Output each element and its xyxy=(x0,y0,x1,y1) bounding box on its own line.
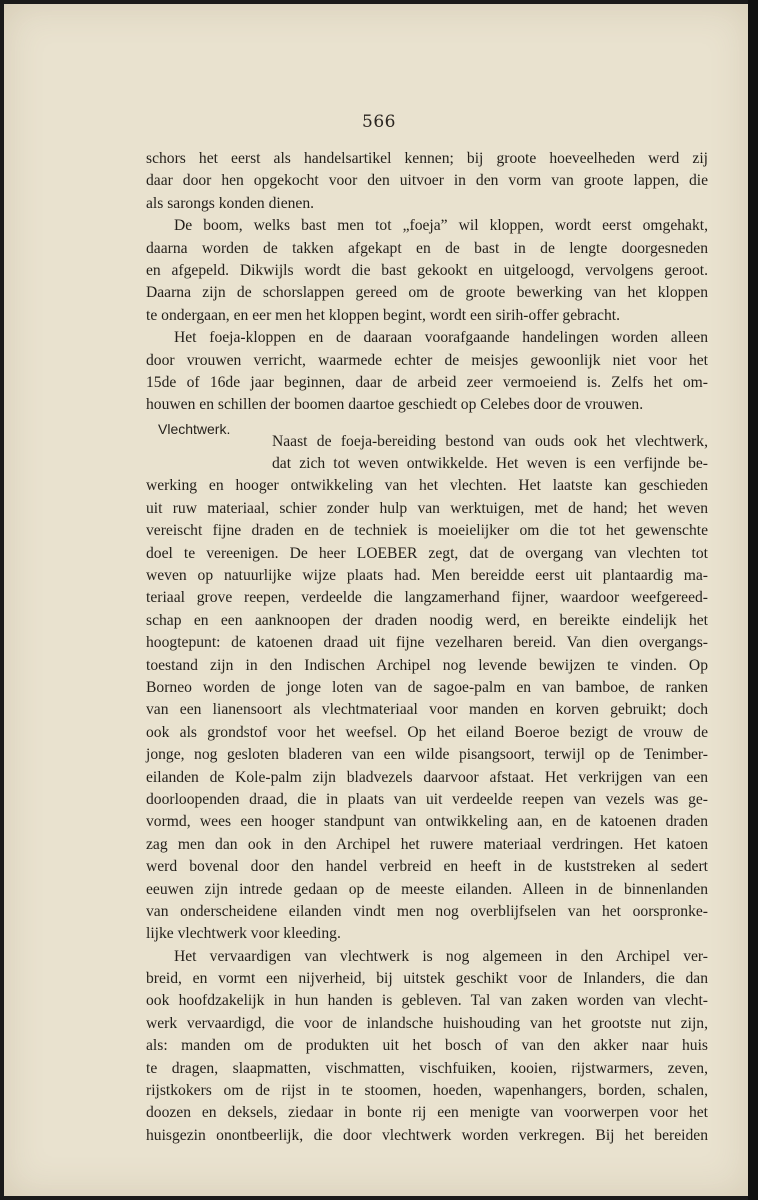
text-line: Naast de foeja-bereiding bestond van ouds ook het vlechtwerk, xyxy=(272,432,708,450)
paragraph xyxy=(146,946,708,1148)
page-number: 566 xyxy=(362,112,396,132)
text-line: doorloopenden draad, die in plaats van uit verdeelde reepen van vezels was ge- xyxy=(146,790,708,808)
text-line: en afgepeld. Dikwijls wordt die bast gekookt en uitgeloogd, vervolgens geroot. xyxy=(146,261,708,279)
text-line: van onderscheidene eilanden vindt men nog overblijfselen van het oorspronke- xyxy=(146,902,708,920)
text-line: hoogtepunt: de katoenen draad uit fijne vezelharen bereid. Van dien overgangs- xyxy=(146,634,708,652)
text-line: werking en hooger ontwikkeling van het vlechten. Het laatste kan geschieden xyxy=(146,477,708,495)
paragraph xyxy=(146,215,708,327)
paragraph-gap xyxy=(146,417,708,431)
text-line: daarna worden de takken afgekapt en de bast in de lengte doorgesneden xyxy=(146,239,708,257)
text-line: werd bovenal door den handel verbreid en heeft in de kuststreken al sedert xyxy=(146,858,708,876)
text-line: Daarna zijn de schorslappen gereed om de groote bewerking van het kloppen xyxy=(146,284,708,302)
text-line: De boom, welks bast men tot „foeja” wil kloppen, wordt eerst omgehakt, xyxy=(174,217,708,235)
text-line: huisgezin onontbeerlijk, die door vlechtwerk worden verkregen. Bij het bereiden xyxy=(146,1126,708,1144)
text-line: als: manden om de produkten uit het bosch of van den akker naar huis xyxy=(146,1037,708,1055)
body-text xyxy=(146,148,708,1147)
paragraph xyxy=(146,431,708,946)
text-line: door vrouwen verricht, waarmede echter de meisjes gewoonlijk niet voor het xyxy=(146,351,708,369)
text-line: werk vervaardigd, die voor de inlandsche huishouding van het grootste nut zijn, xyxy=(146,1014,708,1032)
text-line: houwen en schillen der boomen daartoe geschiedt op Celebes door de vrouwen. xyxy=(146,396,644,414)
text-line: Borneo worden de jonge loten van de sagoe-palm en van bamboe, de ranken xyxy=(146,678,708,696)
text-line: jonge, nog gesloten bladeren van een wilde pisangsoort, terwijl op de Tenimber- xyxy=(146,746,708,764)
text-line: lijke vlechtwerk voor kleeding. xyxy=(146,925,341,943)
paragraph xyxy=(146,148,708,215)
text-line: daar door hen opgekocht voor den uitvoer in den vorm van groote lappen, die xyxy=(146,172,708,190)
text-line: weven op natuurlijke wijze plaats had. Men bereidde eerst uit plantaardig ma- xyxy=(146,567,708,585)
text-line: als sarongs konden dienen. xyxy=(146,194,315,212)
text-line: schors het eerst als handelsartikel kennen; bij groote hoeveelheden werd zij xyxy=(146,150,708,167)
text-line: 15de of 16de jaar beginnen, daar de arbeid zeer vermoeiend is. Zelfs het om- xyxy=(146,373,708,391)
text-line: breid, en vormt een nijverheid, bij uitstek geschikt voor de Inlanders, die dan xyxy=(146,970,708,988)
text-line: eilanden de Kole-palm zijn bladvezels daarvoor afstaat. Het verkrijgen van een xyxy=(146,768,708,786)
text-line: ook hoofdzakelijk in hun handen is gebleven. Tal van zaken worden van vlecht- xyxy=(146,992,708,1010)
text-line: uit ruw materiaal, schier zonder hulp van werktuigen, met de hand; het weven xyxy=(146,499,708,517)
text-line: Het foeja-kloppen en de daaraan voorafgaande handelingen worden alleen xyxy=(174,329,708,347)
text-line: zag men dan ook in den Archipel het ruwere materiaal verdringen. Het katoen xyxy=(146,835,708,853)
margin-note: Vlechtwerk. xyxy=(158,421,231,437)
text-line: vereischt fijne draden en de techniek is moeielijker om die tot het gewenschte xyxy=(146,522,708,540)
text-line: schap en een aanknoopen der draden noodig werd, en bereikte eindelijk het xyxy=(146,611,708,629)
text-line: rijstkokers om de rijst in te stoomen, hoeden, wapenhangers, borden, schalen, xyxy=(146,1082,708,1100)
scan-edge xyxy=(748,0,758,1200)
paragraph xyxy=(146,327,708,417)
text-line: dat zich tot weven ontwikkelde. Het weven is een verfijnde be- xyxy=(272,455,708,473)
text-line: teriaal grove reepen, verdeelde die langzamerhand fijner, waardoor weefgereed- xyxy=(146,589,708,607)
text-line: te dragen, slaapmatten, vischmatten, vischfuiken, kooien, rijstwarmers, zeven, xyxy=(146,1059,708,1077)
text-line: te ondergaan, en eer men het kloppen begint, wordt een sirih-offer gebracht. xyxy=(146,306,620,324)
text-line: vormd, wees een hooger standpunt van ontwikkeling aan, en de katoenen draden xyxy=(146,813,708,831)
text-line: toestand zijn in den Indischen Archipel nog levende bewijzen te vinden. Op xyxy=(146,656,708,674)
text-line: eeuwen zijn intrede gedaan op de meeste eilanden. Alleen in de binnenlanden xyxy=(146,880,708,898)
text-line: van een lianensoort als vlechtmateriaal voor manden en korven gebruikt; doch xyxy=(146,701,708,719)
text-line: Het vervaardigen van vlechtwerk is nog algemeen in den Archipel ver- xyxy=(174,947,708,965)
text-line: doozen en deksels, ziedaar in bonte rij een menigte van voorwerpen voor het xyxy=(146,1104,708,1122)
text-line: ook als grondstof voor het weefsel. Op het eiland Boeroe bezigt de vrouw de xyxy=(146,723,708,741)
text-line: doel te vereenigen. De heer LOEBER zegt, dat de overgang van vlechten tot xyxy=(146,544,708,562)
